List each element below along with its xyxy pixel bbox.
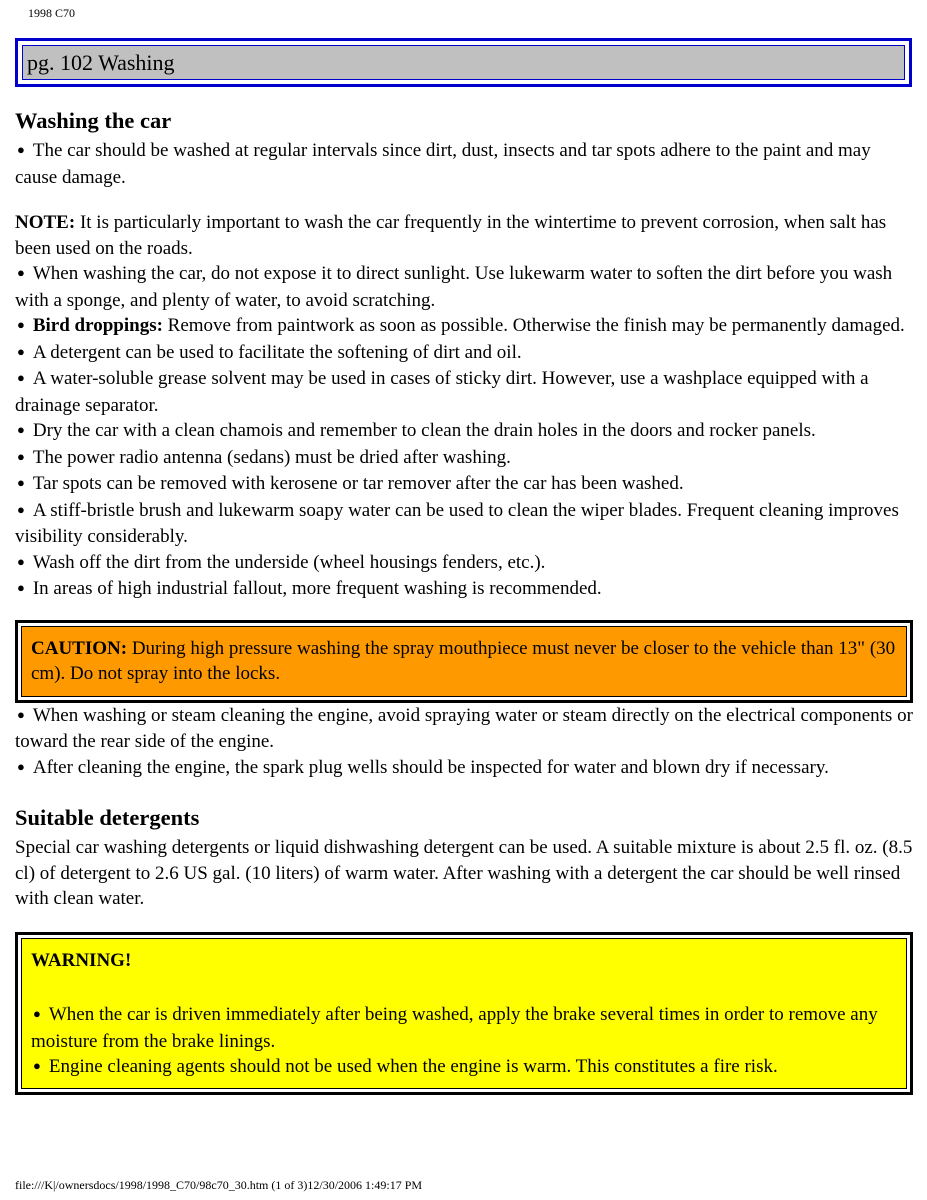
bullet-item: ● Wash off the dirt from the underside (wheel housings fenders, etc.). xyxy=(15,550,913,577)
bullet-item: ● A water-soluble grease solvent may be used in cases of sticky dirt. However, use a washplace equipped with a drainage separator. xyxy=(15,366,913,418)
note-label: NOTE: xyxy=(15,212,76,233)
bullet-item: ● A stiff-bristle brush and lukewarm soapy water can be used to clean the wiper blades. Frequent cleaning improves visibility considerably. xyxy=(15,498,913,550)
bullet-item: ● A detergent can be used to facilitate the softening of dirt and oil. xyxy=(15,340,913,367)
warning-box xyxy=(15,932,913,1095)
bullet-item xyxy=(15,313,913,340)
bird-droppings-text: Remove from paintwork as soon as possible. Otherwise the finish may be permanently damaged. xyxy=(162,315,905,336)
file-path-footer: file:///K|/ownersdocs/1998/1998_C70/98c70_30.htm (1 of 3)12/30/2006 1:49:17 PM xyxy=(15,1178,423,1192)
section-heading-washing: Washing the car xyxy=(15,108,172,133)
section-heading-detergents: Suitable detergents xyxy=(15,805,200,830)
bullet-item: ● Tar spots can be removed with kerosene or tar remover after the car has been washed. xyxy=(15,471,913,498)
bullet-item: ● When washing the car, do not expose it to direct sunlight. Use lukewarm water to soften the dirt before you wash with a sponge, and plenty of water, to avoid scratching. xyxy=(15,261,913,313)
bullet-item: ● When washing or steam cleaning the engine, avoid spraying water or steam directly on the electrical components or toward the rear side of the engine. xyxy=(15,703,913,755)
bullet-item: ● Dry the car with a clean chamois and remember to clean the drain holes in the doors and rocker panels. xyxy=(15,418,913,445)
detergents-paragraph: Special car washing detergents or liquid dishwashing detergent can be used. A suitable mixture is about 2.5 fl. oz. (8.5 cl) of detergent to 2.6 US gal. (10 liters) of warm water. After washing with a detergent the car should be well rinsed with clean water. xyxy=(15,837,913,909)
note-text: It is particularly important to wash the car frequently in the wintertime to prevent corrosion, when salt has been used on the roads. xyxy=(15,212,887,259)
note-paragraph xyxy=(15,210,913,261)
bullet-item: ● The car should be washed at regular intervals since dirt, dust, insects and tar spots adhere to the paint and may cause damage. xyxy=(15,138,913,190)
warning-label: WARNING! xyxy=(31,949,132,971)
warning-bullet: ● Engine cleaning agents should not be used when the engine is warm. This constitutes a fire risk. xyxy=(31,1054,897,1081)
warning-content xyxy=(21,938,907,1089)
bullet-item: ● After cleaning the engine, the spark plug wells should be inspected for water and blown dry if necessary. xyxy=(15,755,913,782)
bullet-item: ● In areas of high industrial fallout, more frequent washing is recommended. xyxy=(15,576,913,603)
caution-box xyxy=(15,620,913,703)
caution-label: CAUTION: xyxy=(31,637,128,659)
document-header: 1998 C70 xyxy=(28,6,76,20)
bullet-item: ● The power radio antenna (sedans) must be dried after washing. xyxy=(15,445,913,472)
caution-content xyxy=(21,626,907,697)
main-content xyxy=(15,104,913,1095)
page-title-box xyxy=(15,38,912,87)
warning-bullet: ● When the car is driven immediately after being washed, apply the brake several times in order to remove any moisture from the brake linings. xyxy=(31,1002,897,1054)
caution-text: During high pressure washing the spray mouthpiece must never be closer to the vehicle than 13" (30 cm). Do not spray into the locks. xyxy=(31,637,896,684)
page-title: pg. 102 Washing xyxy=(22,45,905,80)
bird-droppings-label: Bird droppings: xyxy=(32,315,163,336)
